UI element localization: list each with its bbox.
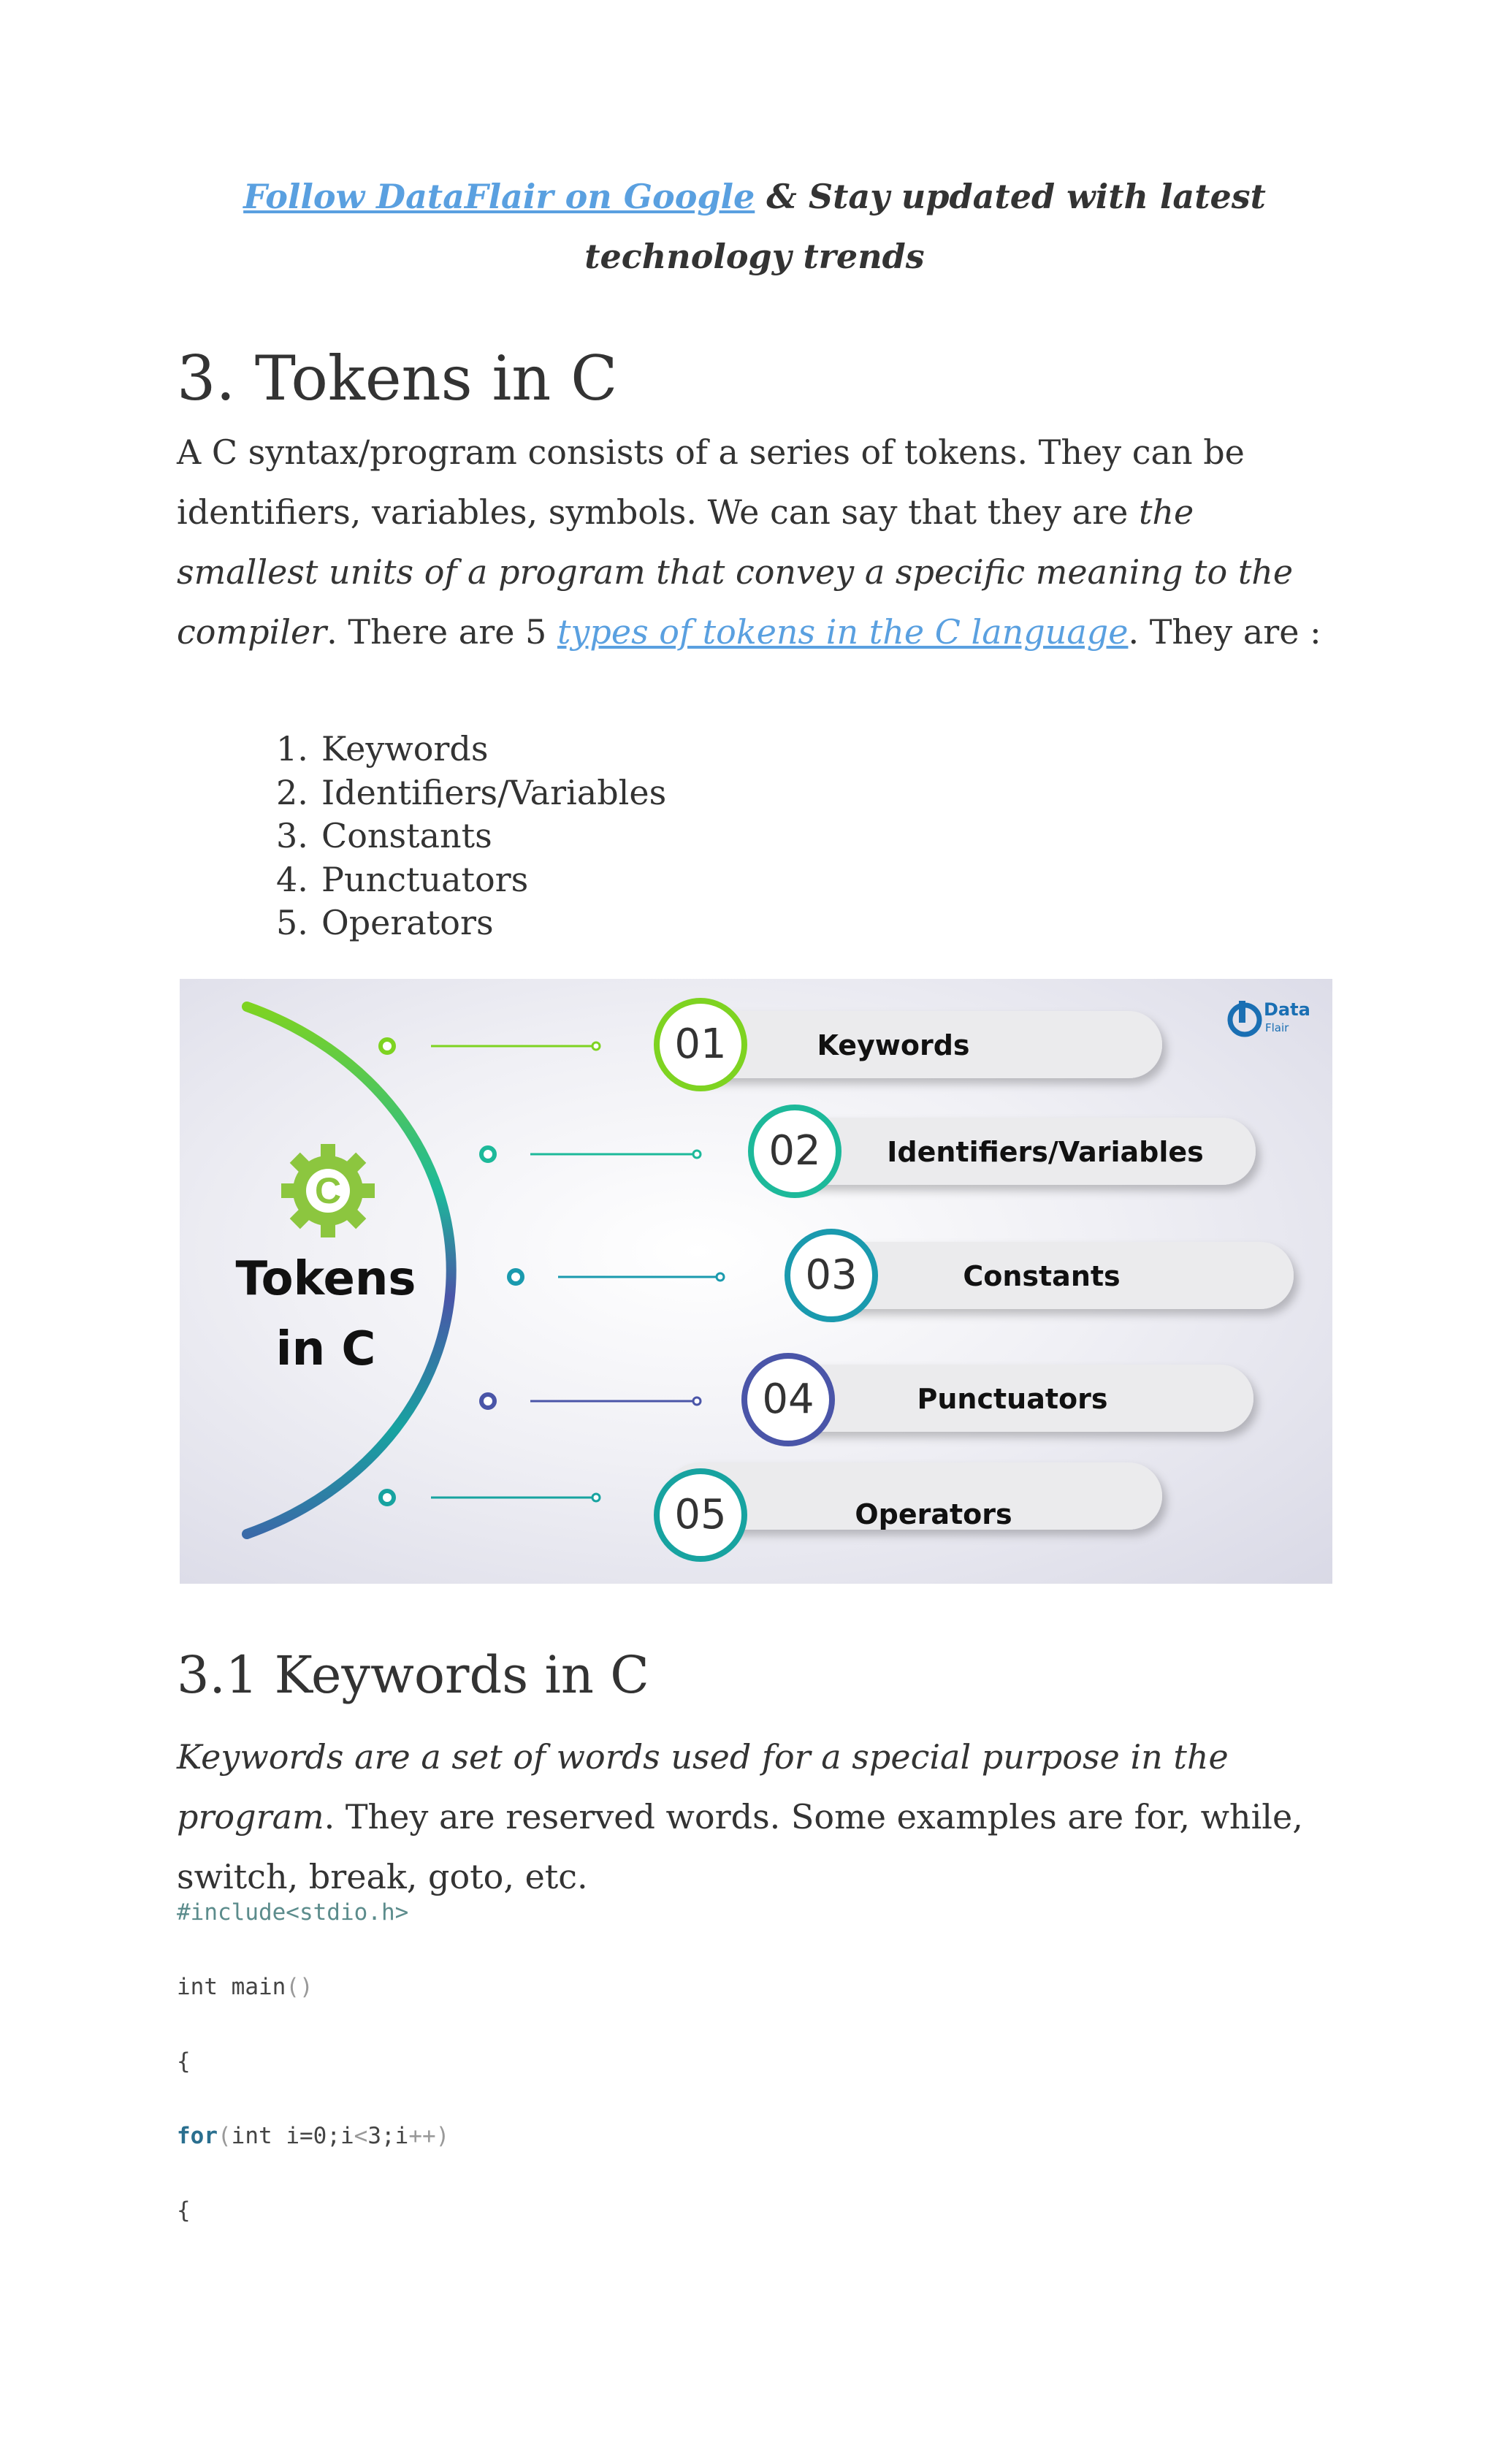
gear-c-icon (281, 1144, 375, 1237)
intro-text-2: . There are 5 (327, 612, 557, 652)
token-item (381, 1462, 1162, 1559)
subsection-title: 3.1 Keywords in C (177, 1645, 649, 1705)
follow-text: & Stay updated with latest technology trends (584, 177, 1266, 276)
list-item: 4. Punctuators (276, 859, 529, 899)
token-label: Keywords (817, 1029, 970, 1061)
token-number: 05 (674, 1491, 727, 1538)
svg-text:Flair: Flair (1265, 1021, 1289, 1034)
svg-text:C: C (314, 1170, 342, 1211)
intro-emphasis: the smallest units of a program that convey a specific meaning to the compiler (177, 492, 1294, 652)
follow-banner (177, 167, 1332, 286)
tokens-diagram (180, 979, 1332, 1584)
token-item (381, 1001, 1162, 1088)
token-number: 03 (805, 1251, 858, 1299)
code-line: { (177, 2048, 191, 2075)
intro-paragraph (177, 422, 1332, 662)
diagram-title-line2: in C (275, 1322, 376, 1376)
token-item (509, 1232, 1294, 1319)
code-line: int main() (177, 1974, 313, 2000)
diagram-title-line1: Tokens (235, 1252, 416, 1306)
list-item: 3. Constants (276, 816, 492, 855)
token-label: Operators (855, 1498, 1012, 1530)
keywords-text: . They are reserved words. Some examples are for, while, switch, break, goto, etc. (177, 1797, 1303, 1896)
code-line: #include<stdio.h> (177, 1899, 409, 1926)
list-item: 2. Identifiers/Variables (276, 772, 667, 812)
intro-text: A C syntax/program consists of a series of tokens. They can be identifiers, variables, symbols. We can say that they are (177, 432, 1245, 532)
code-line: { (177, 2197, 191, 2224)
intro-text-3: . They are : (1128, 612, 1321, 652)
list-item: 5. Operators (276, 903, 494, 942)
tokens-diagram-svg (180, 979, 1332, 1584)
dataflair-logo (1230, 999, 1310, 1034)
token-item (481, 1356, 1253, 1443)
token-number: 02 (768, 1127, 821, 1175)
token-number: 04 (762, 1376, 814, 1423)
token-types-link[interactable]: types of tokens in the C language (557, 612, 1129, 652)
keywords-emphasis: Keywords are a set of words used for a special purpose in the program (177, 1737, 1229, 1836)
token-label: Punctuators (917, 1383, 1108, 1415)
keywords-paragraph (177, 1727, 1332, 1907)
token-item (481, 1107, 1256, 1195)
token-label: Identifiers/Variables (887, 1136, 1204, 1168)
code-line: for(int i=0;i<3;i++) (177, 2123, 450, 2149)
token-label: Constants (963, 1260, 1121, 1292)
list-item: 1. Keywords (276, 729, 489, 768)
follow-google-link[interactable]: Follow DataFlair on Google (243, 177, 755, 216)
section-title: 3. Tokens in C (177, 343, 618, 414)
svg-text:Data: Data (1264, 999, 1310, 1020)
token-list (177, 728, 666, 945)
token-number: 01 (674, 1021, 727, 1068)
